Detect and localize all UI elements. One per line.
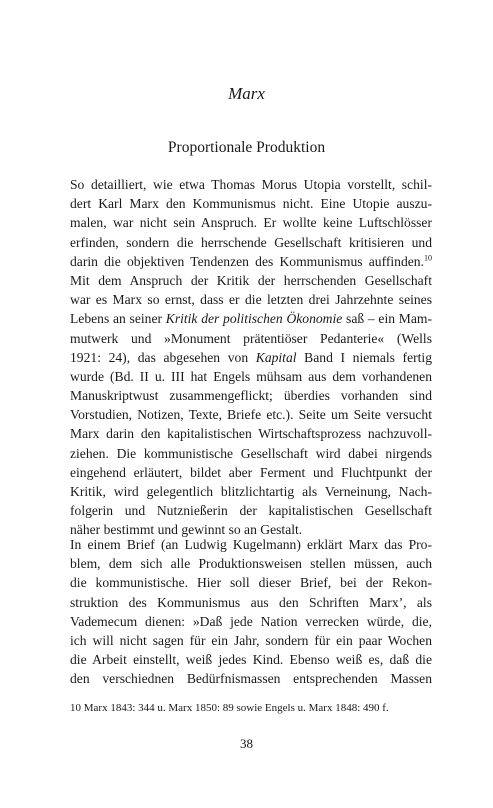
text-line: die Arbeit einstellt, weiß jedes Kind. Ebenso weiß es, daß die [70,652,432,668]
text-line: Vademecum dienen: »Daß jede Nation verrecken würde, die, [70,613,432,629]
text-line: den verschiednen Bedürfnismassen entsprechenden Massen [70,671,432,687]
running-head: Marx [228,84,265,103]
text-line: malen, war nicht sein Anspruch. Er wollte keine Luftschlösser [70,215,432,231]
text-line: ziehen. Die kommunistische Gesellschaft wird dabei nirgends [70,445,432,461]
text-line: wurde (Bd. II u. III hat Engels mühsam aus dem vorhandenen [70,368,432,384]
paragraph-2 [70,535,432,689]
text-line: näher bestimmt und gewinnt so an Gestalt. [70,522,303,538]
text-line: war es Marx so ernst, dass er die letzten drei Jahrzehnte seines [70,292,432,308]
text-line: eingehend erläutert, bildet aber Ferment und Fluchtpunkt der [70,464,432,480]
text-line: erfinden, sondern die herrschende Gesellschaft kritisieren und [70,234,432,250]
book-title-italic: Kapital [255,349,297,365]
text-line: Mit dem Anspruch der Kritik der herrschenden Gesellschaft [70,272,432,288]
line-text: Band I niemals fertig [296,349,432,365]
paragraph-1 [70,175,432,540]
text-line: Manuskriptwust zusammengeflickt; überdies vorhanden sind [70,388,432,404]
text-line: mutwerk und »Monument prätentiöser Pedanterie« (Wells [70,330,432,346]
text-line [70,252,432,271]
line-text: 1921: 24), das abgesehen von [70,349,256,365]
text-line [70,309,432,328]
text-line: blem, dem sich alle Produktionsweisen stellen müssen, auch [70,556,432,572]
text-line: dert Karl Marx den Kommunismus nicht. Eine Utopie auszu- [70,196,432,212]
text-line: Marx darin den kapitalistischen Wirtschaftsprozess nachzuvoll- [70,426,432,442]
text-line: So detailliert, wie etwa Thomas Morus Utopia vorstellt, schil- [70,177,432,192]
footnote-marker[interactable]: 10 [424,253,432,263]
line-text: Lebens an seiner [70,311,166,327]
line-text: darin die objektiven Tendenzen des Kommunismus auffinden. [70,253,424,269]
section-title: Proportionale Produktion [167,139,326,156]
footnote: 10 Marx 1843: 344 u. Marx 1850: 89 sowie Engels u. Marx 1848: 490 f. [70,702,389,714]
line-text: saß – ein Mam- [342,311,432,327]
text-line: Kritik, wird gelegentlich blitzlichtartig als Verneinung, Nach- [70,484,432,499]
book-title-italic: Kritik der politischen Ökonomie [165,311,343,327]
text-line: folgerin und Nutznießerin der kapitalistischen Gesellschaft [70,503,432,519]
text-line: Vorstudien, Notizen, Texte, Briefe etc.). Seite um Seite versucht [70,407,432,423]
text-line: ich will nicht sagen für ein Jahr, sondern für ein paar Wochen [70,632,432,648]
page-number: 38 [240,736,253,751]
text-line [70,348,432,367]
text-line: struktion des Kommunismus aus den Schriften Marx’, als [70,594,432,610]
text-line: In einem Brief (an Ludwig Kugelmann) erklärt Marx das Pro- [70,537,432,552]
text-line: die kommunistische. Hier soll dieser Brief, bei der Rekon- [70,575,432,591]
